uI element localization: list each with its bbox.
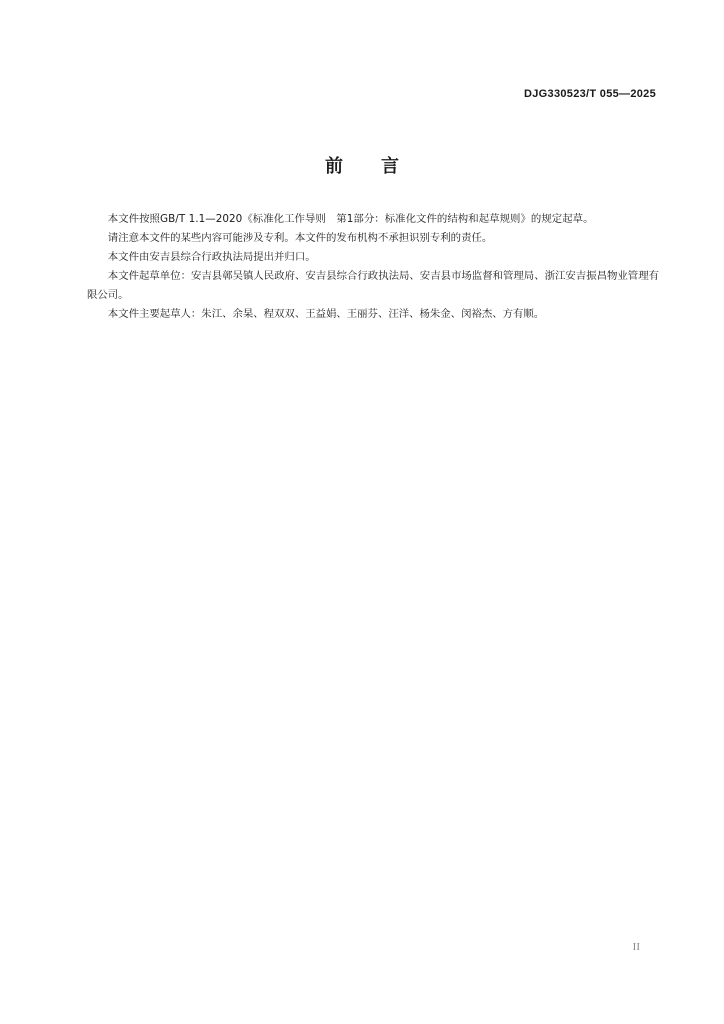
document-code: DJG330523/T 055—2025 [524,88,656,100]
paragraph-drafters: 本文件主要起草人：朱江、余杲、程双双、王益娟、王丽芬、汪洋、杨朱金、闵裕杰、方有顺。 [107,308,545,320]
page-number: II [632,941,640,953]
paragraph-patent-notice: 请注意本文件的某些内容可能涉及专利。本文件的发布机构不承担识别专利的责任。 [107,232,493,244]
document-body [87,210,659,324]
paragraph-proposer: 本文件由安吉县综合行政执法局提出并归口。 [107,251,316,263]
paragraph-drafting-units: 本文件起草单位：安吉县鄣吴镇人民政府、安吉县综合行政执法局、安吉县市场监督和管理局、浙江安吉振昌物业管理有限公司。 [87,270,659,301]
page-title: 前言 [325,156,437,177]
paragraph-standard-reference: 本文件按照GB/T 1.1—2020《标准化工作导则 第1部分：标准化文件的结构和起草规则》的规定起草。 [107,213,594,225]
